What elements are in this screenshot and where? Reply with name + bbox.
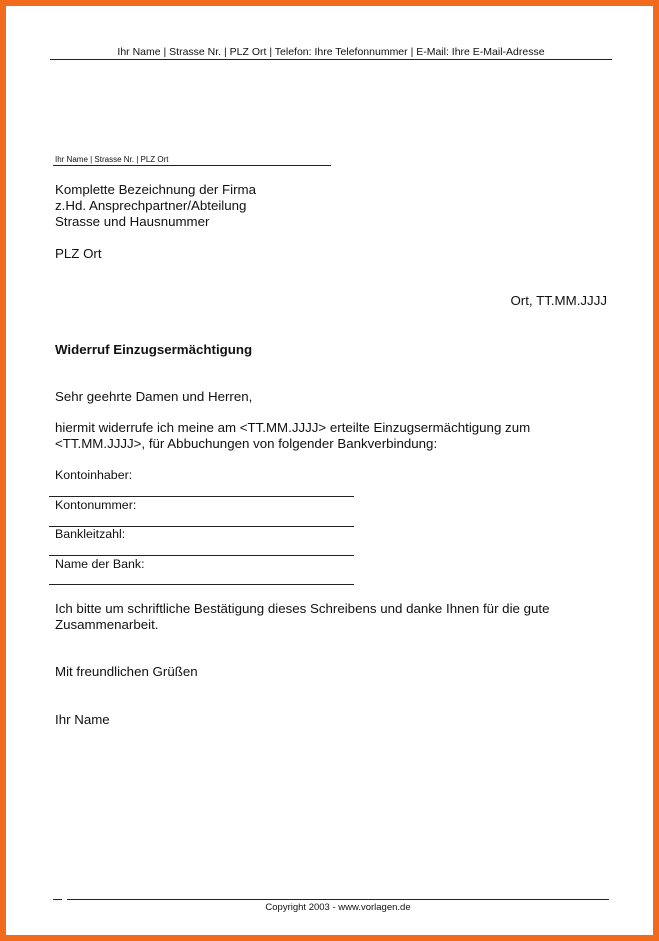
field-line-bankname — [49, 584, 354, 585]
letter-subject: Widerruf Einzugsermächtigung — [55, 342, 253, 357]
closing-paragraph — [55, 601, 550, 633]
sender-return-address: Ihr Name | Strasse Nr. | PLZ Ort — [55, 155, 169, 164]
date-line: Ort, TT.MM.JJJJ — [510, 293, 607, 308]
field-line-kontoinhaber — [49, 496, 354, 497]
header-divider — [50, 59, 612, 60]
field-label-bankleitzahl: Bankleitzahl: — [55, 527, 126, 541]
signature-name: Ihr Name — [55, 712, 110, 727]
sender-divider — [53, 165, 331, 166]
footer-divider — [67, 899, 609, 900]
closing-line-1: Ich bitte um schriftliche Bestätigung dieses Schreibens und danke Ihnen für die gute — [55, 601, 550, 616]
header-contact-line: Ihr Name | Strasse Nr. | PLZ Ort | Telefon: Ihre Telefonnummer | E-Mail: Ihre E-Mail-Adresse — [117, 46, 545, 58]
intro-line-2: <TT.MM.JJJJ>, für Abbuchungen von folgender Bankverbindung: — [55, 436, 438, 451]
recipient-address — [55, 182, 256, 230]
intro-line-1: hiermit widerrufe ich meine am <TT.MM.JJJJ> erteilte Einzugsermächtigung zum — [55, 420, 531, 435]
field-label-kontoinhaber: Kontoinhaber: — [55, 468, 133, 482]
recipient-street: Strasse und Hausnummer — [55, 214, 210, 229]
footer-tick — [53, 899, 62, 900]
greeting: Mit freundlichen Grüßen — [55, 664, 198, 679]
field-label-kontonummer: Kontonummer: — [55, 498, 137, 512]
footer-copyright: Copyright 2003 - www.vorlagen.de — [265, 902, 411, 913]
letter-page — [6, 6, 653, 935]
recipient-city: PLZ Ort — [55, 246, 102, 261]
closing-line-2: Zusammenarbeit. — [55, 617, 159, 632]
field-label-bankname: Name der Bank: — [55, 557, 145, 571]
field-line-bankleitzahl — [49, 555, 354, 556]
intro-paragraph — [55, 420, 530, 452]
recipient-attention: z.Hd. Ansprechpartner/Abteilung — [55, 198, 247, 213]
recipient-company: Komplette Bezeichnung der Firma — [55, 182, 257, 197]
salutation: Sehr geehrte Damen und Herren, — [55, 389, 253, 404]
